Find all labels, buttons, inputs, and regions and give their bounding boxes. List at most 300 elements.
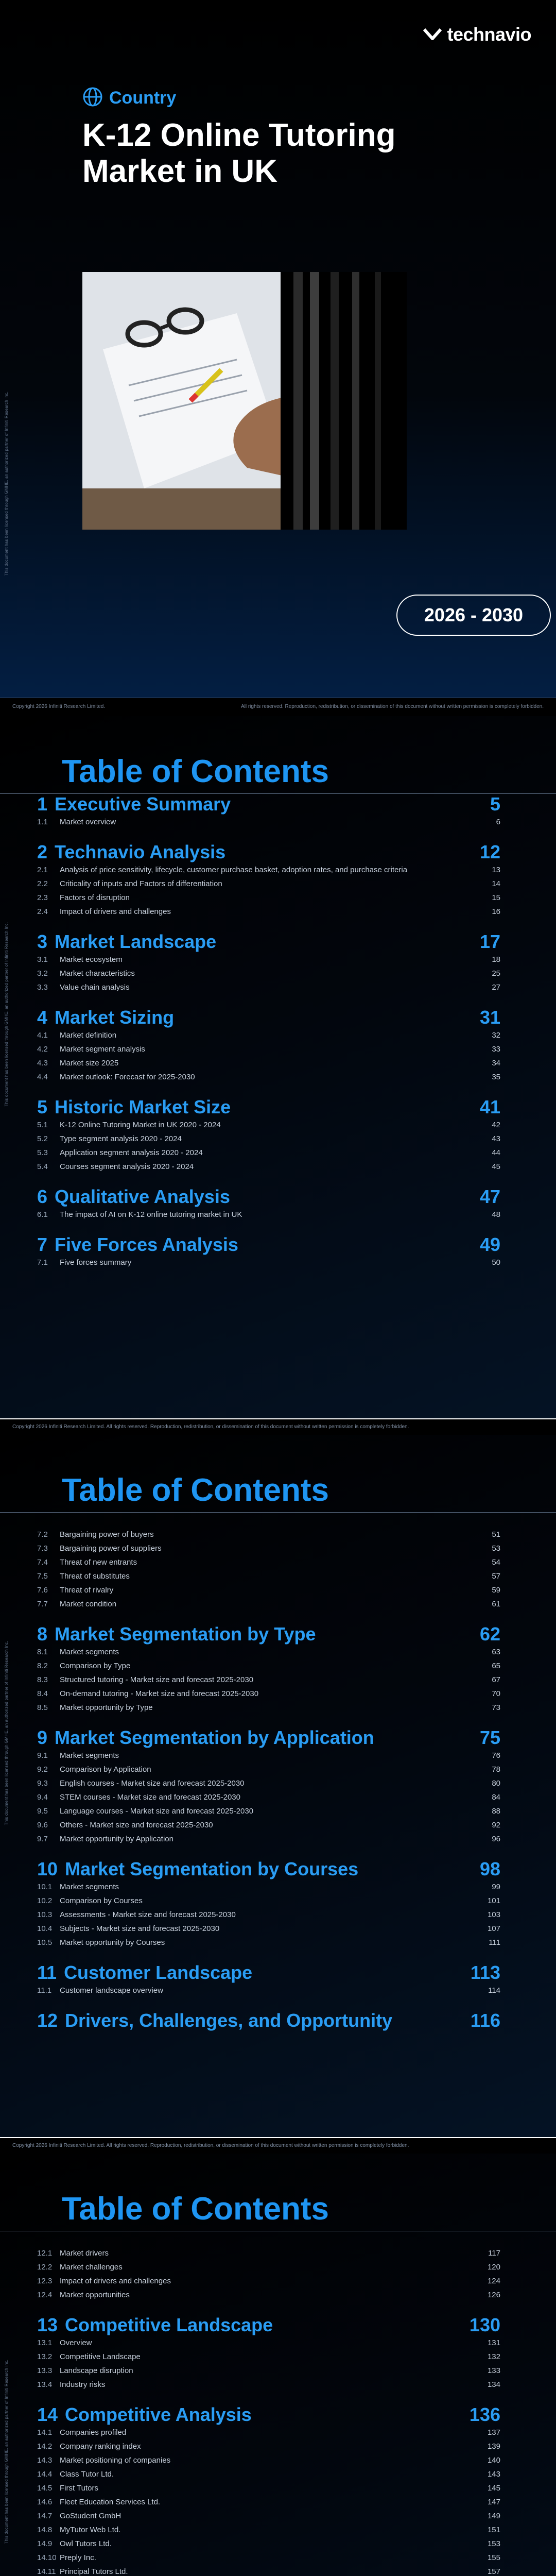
toc-entry-title: Market condition — [60, 1600, 117, 1608]
toc-subsection-entry[interactable] — [37, 2537, 500, 2551]
toc-entry-number: 8.1 — [37, 1648, 48, 1656]
toc-entry-title: Market opportunity by Type — [60, 1703, 153, 1712]
toc-section-entry[interactable] — [37, 931, 500, 953]
toc-entry-label — [37, 1569, 130, 1583]
toc-section-entry[interactable] — [37, 1007, 500, 1028]
toc-subsection-entry[interactable] — [37, 2274, 500, 2288]
toc-subsection-entry[interactable] — [37, 2551, 500, 2565]
toc-subsection-entry[interactable] — [37, 2260, 500, 2274]
toc-entry-page-number: 25 — [492, 969, 500, 978]
toc-entry-title: On-demand tutoring - Market size and forecast 2025-2030 — [60, 1689, 259, 1698]
toc-subsection-entry[interactable] — [37, 2378, 500, 2392]
toc-entry-label — [37, 1042, 145, 1056]
toc-entry-number: 12.3 — [37, 2277, 53, 2285]
toc-spacer — [37, 1222, 500, 1232]
toc-entry-page-number: 61 — [492, 1600, 500, 1608]
forecast-period-badge: 2026 - 2030 — [396, 595, 551, 636]
toc-entry-number: 10 — [37, 1858, 58, 1879]
toc-entry-number: 10.2 — [37, 1896, 53, 1905]
toc-entry-label — [37, 2288, 130, 2302]
toc-entry-page-number: 53 — [492, 1544, 500, 1553]
toc-section-entry[interactable] — [37, 1962, 500, 1984]
toc-entry-number: 9.7 — [37, 1835, 48, 1843]
toc-entry-page-number: 136 — [469, 2404, 500, 2425]
toc-entry-page-number: 131 — [487, 2338, 500, 2347]
toc-entry-number: 6 — [37, 1186, 48, 1207]
toc-entry-title: Customer Landscape — [64, 1962, 253, 1983]
toc-subsection-entry[interactable] — [37, 1687, 500, 1701]
toc-entry-label — [37, 1256, 131, 1269]
toc-entry-page-number: 45 — [492, 1162, 500, 1171]
toc-entry-number: 10.3 — [37, 1910, 53, 1919]
toc-entry-number: 9.4 — [37, 1793, 48, 1802]
toc-entry-page-number: 116 — [470, 2010, 500, 2031]
toc-entry-page-number: 151 — [487, 2526, 500, 2534]
toc-entry-page-number: 12 — [479, 841, 500, 862]
toc-entry-number: 12.2 — [37, 2263, 53, 2272]
toc-subsection-entry[interactable] — [37, 1984, 500, 1997]
toc-entry-page-number: 98 — [479, 1858, 500, 1879]
toc-entry-label — [37, 2274, 171, 2288]
toc-entry-number: 2 — [37, 841, 48, 862]
toc-entry-page-number: 117 — [488, 2249, 500, 2258]
cover-footer — [0, 698, 556, 716]
toc-subsection-entry[interactable] — [37, 1042, 500, 1056]
toc-subsection-entry[interactable] — [37, 1908, 500, 1922]
toc-entry-number: 12 — [37, 2010, 58, 2031]
toc-entry-title: Structured tutoring - Market size and forecast 2025-2030 — [60, 1675, 254, 1684]
toc-entry-label — [37, 1687, 258, 1701]
toc-entry-number: 8.2 — [37, 1662, 48, 1670]
toc-entry-title: Market opportunities — [60, 2291, 130, 2299]
toc-subsection-entry[interactable] — [37, 2288, 500, 2302]
toc-entry-page-number: 153 — [487, 2539, 500, 2548]
toc-subsection-entry[interactable] — [37, 1749, 500, 1762]
copyright-footer: Copyright 2026 Infiniti Research Limited. All rights reserved. Reproduction, redistribution, or dissemination of this document without written permission is completely forbidden. — [0, 2138, 556, 2154]
toc-list — [37, 2246, 500, 2576]
toc-entry-page-number: 42 — [492, 1121, 500, 1129]
toc-subsection-entry[interactable] — [37, 2246, 500, 2260]
toc-entry-label — [37, 1762, 151, 1776]
rights-text: All rights reserved. Reproduction, redistribution, or dissemination of this document without written permission is completely forbidden. — [240, 704, 544, 709]
toc-entry-number: 3.2 — [37, 969, 48, 978]
toc-entry-number: 6.1 — [37, 1210, 48, 1219]
toc-entry-title: Executive Summary — [55, 793, 231, 815]
toc-subsection-entry[interactable] — [37, 1132, 500, 1146]
toc-entry-number: 13 — [37, 2314, 58, 2335]
toc-entry-label — [37, 1922, 219, 1936]
toc-entry-page-number: 130 — [469, 2314, 500, 2335]
toc-entry-number: 4.1 — [37, 1031, 48, 1040]
toc-entry-label — [37, 2336, 92, 2350]
toc-subsection-entry[interactable] — [37, 1790, 500, 1804]
toc-entry-page-number: 13 — [492, 866, 500, 874]
toc-entry-page-number: 147 — [487, 2498, 500, 2506]
toc-entry-label — [37, 1832, 173, 1846]
toc-list — [37, 791, 500, 1269]
toc-entry-number: 14.11 — [37, 2567, 56, 2576]
toc-entry-page-number: 103 — [487, 1910, 500, 1919]
toc-entry-label — [37, 1749, 119, 1762]
toc-entry-label — [37, 863, 407, 877]
toc-subsection-entry[interactable] — [37, 1528, 500, 1541]
toc-entry-page-number: 54 — [492, 1558, 500, 1567]
toc-entry-page-number: 140 — [487, 2456, 500, 2465]
toc-subsection-entry[interactable] — [37, 1880, 500, 1894]
toc-entry-title: Factors of disruption — [60, 893, 130, 902]
toc-entry-title: Market opportunity by Courses — [60, 1938, 165, 1947]
toc-entry-page-number: 14 — [492, 879, 500, 888]
toc-entry-title: Market challenges — [60, 2263, 123, 2272]
toc-spacer — [37, 1950, 500, 1960]
toc-entry-label — [37, 2551, 96, 2565]
toc-subsection-entry[interactable] — [37, 1569, 500, 1583]
toc-entry-number: 2.3 — [37, 893, 48, 902]
toc-entry-label — [37, 1659, 130, 1673]
toc-subsection-entry[interactable] — [37, 2350, 500, 2364]
toc-spacer — [37, 1846, 500, 1856]
toc-subsection-entry[interactable] — [37, 2426, 500, 2439]
toc-subsection-entry[interactable] — [37, 2453, 500, 2467]
toc-subsection-entry[interactable] — [37, 1701, 500, 1715]
toc-entry-label — [37, 877, 222, 891]
toc-subsection-entry[interactable] — [37, 2481, 500, 2495]
toc-entry-title: Market Landscape — [55, 931, 217, 952]
toc-entry-number: 5.1 — [37, 1121, 48, 1129]
toc-entry-label — [37, 1583, 113, 1597]
toc-entry-number: 8.5 — [37, 1703, 48, 1712]
toc-entry-label — [37, 1790, 240, 1804]
toc-entry-number: 5.3 — [37, 1148, 48, 1157]
toc-section-entry[interactable] — [37, 2404, 500, 2426]
toc-subsection-entry[interactable] — [37, 967, 500, 980]
toc-entry-title: English courses - Market size and forecast 2025-2030 — [60, 1779, 245, 1788]
toc-subsection-entry[interactable] — [37, 1541, 500, 1555]
toc-entry-label — [37, 2246, 109, 2260]
toc-spacer — [37, 2392, 500, 2402]
toc-entry-label — [37, 980, 130, 994]
toc-subsection-entry[interactable] — [37, 1804, 500, 1818]
toc-section-entry[interactable] — [37, 793, 500, 815]
toc-entry-title: Market size 2025 — [60, 1059, 119, 1067]
toc-entry-label — [37, 1727, 374, 1749]
toc-entry-label — [37, 2364, 133, 2378]
toc-subsection-entry[interactable] — [37, 2364, 500, 2378]
toc-subsection-entry[interactable] — [37, 2523, 500, 2537]
toc-entry-number: 12.1 — [37, 2249, 53, 2258]
toc-entry-page-number: 70 — [492, 1689, 500, 1698]
toc-subsection-entry[interactable] — [37, 1673, 500, 1687]
toc-entry-number: 7.3 — [37, 1544, 48, 1553]
toc-entry-page-number: 145 — [487, 2484, 500, 2493]
toc-entry-label — [37, 2010, 392, 2031]
toc-entry-title: Criticality of inputs and Factors of differentiation — [60, 879, 222, 888]
cover-page — [0, 0, 556, 716]
toc-entry-title: Overview — [60, 2338, 92, 2347]
toc-subsection-entry[interactable] — [37, 1160, 500, 1174]
toc-entry-label — [37, 2260, 123, 2274]
toc-subsection-entry[interactable] — [37, 980, 500, 994]
toc-entry-label — [37, 1028, 116, 1042]
toc-entry-number: 7.5 — [37, 1572, 48, 1581]
toc-entry-title: MyTutor Web Ltd. — [60, 2526, 121, 2534]
toc-section-entry[interactable] — [37, 1727, 500, 1749]
toc-entry-number: 2.1 — [37, 866, 48, 874]
toc-entry-number: 14 — [37, 2404, 58, 2425]
toc-section-entry[interactable] — [37, 2314, 500, 2336]
toc-entry-page-number: 113 — [470, 1962, 500, 1983]
toc-entry-page-number: 32 — [492, 1031, 500, 1040]
toc-subsection-entry[interactable] — [37, 1597, 500, 1611]
toc-entry-title: Market Segmentation by Application — [55, 1727, 374, 1748]
toc-entry-label — [37, 967, 135, 980]
toc-entry-label — [37, 1555, 137, 1569]
toc-entry-number: 9.6 — [37, 1821, 48, 1829]
toc-spacer — [37, 1997, 500, 2008]
toc-subsection-entry[interactable] — [37, 905, 500, 919]
toc-entry-title: Impact of drivers and challenges — [60, 2277, 171, 2285]
country-tag — [82, 87, 176, 110]
toc-entry-page-number: 16 — [492, 907, 500, 916]
toc-entry-title: Fleet Education Services Ltd. — [60, 2498, 161, 2506]
toc-entry-label — [37, 841, 225, 863]
toc-heading: Table of Contents — [62, 1472, 329, 1508]
toc-entry-label — [37, 1804, 253, 1818]
toc-entry-label — [37, 1962, 252, 1984]
toc-subsection-entry[interactable] — [37, 1056, 500, 1070]
toc-subsection-entry[interactable] — [37, 1936, 500, 1950]
toc-entry-label — [37, 1623, 316, 1645]
toc-entry-number: 14.9 — [37, 2539, 53, 2548]
toc-entry-page-number: 50 — [492, 1258, 500, 1267]
toc-entry-number: 3.3 — [37, 983, 48, 992]
toc-subsection-entry[interactable] — [37, 953, 500, 967]
toc-entry-page-number: 15 — [492, 893, 500, 902]
toc-entry-title: Drivers, Challenges, and Opportunity — [65, 2010, 393, 2031]
toc-entry-number: 4.4 — [37, 1073, 48, 1081]
toc-entry-page-number: 62 — [479, 1623, 500, 1645]
toc-list — [37, 1528, 500, 2031]
toc-subsection-entry[interactable] — [37, 2439, 500, 2453]
toc-spacer — [37, 1715, 500, 1725]
toc-entry-number: 14.4 — [37, 2470, 53, 2479]
toc-entry-label — [37, 2523, 120, 2537]
toc-entry-label — [37, 793, 231, 815]
toc-entry-number: 2.4 — [37, 907, 48, 916]
toc-entry-number: 8.4 — [37, 1689, 48, 1698]
toc-entry-title: Analysis of price sensitivity, lifecycle, customer purchase basket, adoption rates, and purchase criteria — [60, 866, 408, 874]
toc-section-entry[interactable] — [37, 1858, 500, 1880]
toc-entry-title: Five forces summary — [60, 1258, 132, 1267]
toc-entry-title: Market characteristics — [60, 969, 135, 978]
toc-entry-label — [37, 1858, 358, 1880]
toc-entry-number: 14.10 — [37, 2553, 57, 2562]
toc-entry-title: Subjects - Market size and forecast 2025-2030 — [60, 1924, 220, 1933]
toc-subsection-entry[interactable] — [37, 1818, 500, 1832]
toc-entry-page-number: 63 — [492, 1648, 500, 1656]
toc-entry-number: 14.6 — [37, 2498, 53, 2506]
toc-subsection-entry[interactable] — [37, 1894, 500, 1908]
toc-spacer — [37, 994, 500, 1005]
toc-entry-title: Market segments — [60, 1648, 119, 1656]
toc-subsection-entry[interactable] — [37, 2495, 500, 2509]
toc-entry-page-number: 59 — [492, 1586, 500, 1595]
toc-subsection-entry[interactable] — [37, 1555, 500, 1569]
brand-logo[interactable] — [423, 24, 531, 45]
toc-entry-number: 8 — [37, 1623, 48, 1645]
toc-entry-number: 1.1 — [37, 818, 48, 826]
toc-entry-number: 8.3 — [37, 1675, 48, 1684]
toc-entry-label — [37, 1776, 245, 1790]
toc-entry-title: Customer landscape overview — [60, 1986, 163, 1995]
country-label: Country — [109, 88, 177, 108]
toc-entry-page-number: 120 — [487, 2263, 500, 2272]
toc-subsection-entry[interactable] — [37, 1832, 500, 1846]
toc-subsection-entry[interactable] — [37, 1028, 500, 1042]
toc-entry-title: Comparison by Courses — [60, 1896, 143, 1905]
toc-entry-page-number: 43 — [492, 1134, 500, 1143]
toc-subsection-entry[interactable] — [37, 1070, 500, 1084]
toc-subsection-entry[interactable] — [37, 1645, 500, 1659]
toc-divider — [0, 1512, 556, 1513]
toc-entry-number: 3.1 — [37, 955, 48, 964]
toc-subsection-entry[interactable] — [37, 2509, 500, 2523]
toc-spacer — [37, 1611, 500, 1621]
toc-entry-title: Technavio Analysis — [55, 841, 226, 862]
toc-entry-title: First Tutors — [60, 2484, 99, 2493]
toc-entry-title: Company ranking index — [60, 2442, 141, 2451]
toc-entry-label — [37, 2350, 141, 2364]
toc-subsection-entry[interactable] — [37, 1659, 500, 1673]
toc-subsection-entry[interactable] — [37, 877, 500, 891]
brand-name: technavio — [447, 24, 531, 45]
toc-section-entry[interactable] — [37, 841, 500, 863]
toc-entry-label — [37, 1146, 203, 1160]
toc-entry-label — [37, 2404, 252, 2426]
toc-entry-label — [37, 2565, 128, 2576]
toc-entry-page-number: 67 — [492, 1675, 500, 1684]
toc-entry-number: 13.3 — [37, 2366, 53, 2375]
toc-entry-title: Bargaining power of buyers — [60, 1530, 154, 1539]
toc-subsection-entry[interactable] — [37, 1776, 500, 1790]
toc-entry-title: Class Tutor Ltd. — [60, 2470, 114, 2479]
toc-entry-label — [37, 1541, 162, 1555]
toc-entry-label — [37, 2467, 114, 2481]
toc-entry-page-number: 33 — [492, 1045, 500, 1054]
toc-subsection-entry[interactable] — [37, 2467, 500, 2481]
toc-entry-title: Owl Tutors Ltd. — [60, 2539, 112, 2548]
toc-entry-title: Market outlook: Forecast for 2025-2030 — [60, 1073, 195, 1081]
toc-entry-number: 4.2 — [37, 1045, 48, 1054]
toc-entry-page-number: 99 — [492, 1883, 500, 1891]
toc-entry-label — [37, 1007, 174, 1028]
toc-entry-page-number: 47 — [479, 1186, 500, 1207]
toc-entry-label — [37, 1186, 230, 1208]
toc-entry-number: 9.2 — [37, 1765, 48, 1774]
toc-entry-page-number: 51 — [492, 1530, 500, 1539]
toc-entry-title: Courses segment analysis 2020 - 2024 — [60, 1162, 194, 1171]
toc-subsection-entry[interactable] — [37, 1256, 500, 1269]
toc-entry-title: Market overview — [60, 818, 116, 826]
toc-subsection-entry[interactable] — [37, 815, 500, 829]
toc-subsection-entry[interactable] — [37, 1208, 500, 1222]
toc-entry-page-number: 49 — [479, 1234, 500, 1255]
toc-entry-number: 13.1 — [37, 2338, 53, 2347]
toc-entry-label — [37, 1160, 194, 1174]
toc-entry-title: Comparison by Application — [60, 1765, 151, 1774]
toc-heading: Table of Contents — [62, 2191, 329, 2227]
toc-subsection-entry[interactable] — [37, 1583, 500, 1597]
toc-entry-number: 9.3 — [37, 1779, 48, 1788]
toc-entry-label — [37, 2509, 121, 2523]
toc-section-entry[interactable] — [37, 1096, 500, 1118]
toc-entry-page-number: 48 — [492, 1210, 500, 1219]
toc-entry-label — [37, 1208, 242, 1222]
toc-entry-page-number: 134 — [487, 2380, 500, 2389]
toc-entry-label — [37, 1528, 154, 1541]
toc-entry-title: GoStudent GmbH — [60, 2512, 121, 2520]
toc-entry-number: 7.7 — [37, 1600, 48, 1608]
toc-entry-title: Language courses - Market size and forecast 2025-2030 — [60, 1807, 254, 1816]
toc-entry-label — [37, 1070, 195, 1084]
toc-entry-title: Market segments — [60, 1883, 119, 1891]
toc-entry-title: Bargaining power of suppliers — [60, 1544, 162, 1553]
toc-section-entry[interactable] — [37, 1234, 500, 1256]
toc-subsection-entry[interactable] — [37, 1146, 500, 1160]
toc-entry-title: Market drivers — [60, 2249, 109, 2258]
toc-entry-label — [37, 1936, 165, 1950]
toc-section-entry[interactable] — [37, 2010, 500, 2031]
toc-entry-page-number: 76 — [492, 1751, 500, 1760]
toc-entry-page-number: 133 — [487, 2366, 500, 2375]
toc-entry-number: 7.4 — [37, 1558, 48, 1567]
cover-photo — [82, 272, 293, 530]
toc-entry-page-number: 44 — [492, 1148, 500, 1157]
toc-entry-page-number: 5 — [490, 793, 500, 815]
toc-section-entry[interactable] — [37, 1186, 500, 1208]
toc-entry-label — [37, 1818, 213, 1832]
toc-entry-number: 9 — [37, 1727, 48, 1748]
toc-entry-title: Qualitative Analysis — [55, 1186, 230, 1207]
toc-subsection-entry[interactable] — [37, 1118, 500, 1132]
toc-entry-page-number: 157 — [487, 2567, 500, 2576]
toc-entry-page-number: 143 — [487, 2470, 500, 2479]
toc-entry-number: 12.4 — [37, 2291, 53, 2299]
toc-subsection-entry[interactable] — [37, 1762, 500, 1776]
toc-subsection-entry[interactable] — [37, 2336, 500, 2350]
toc-entry-label — [37, 953, 123, 967]
toc-subsection-entry[interactable] — [37, 2565, 500, 2576]
toc-subsection-entry[interactable] — [37, 891, 500, 905]
toc-page-2 — [0, 1435, 556, 2154]
toc-entry-page-number: 73 — [492, 1703, 500, 1712]
toc-section-entry[interactable] — [37, 1623, 500, 1645]
toc-entry-page-number: 96 — [492, 1835, 500, 1843]
toc-entry-number: 10.1 — [37, 1883, 53, 1891]
toc-entry-number: 14.7 — [37, 2512, 53, 2520]
toc-entry-label — [37, 2495, 160, 2509]
toc-subsection-entry[interactable] — [37, 863, 500, 877]
toc-entry-label — [37, 1984, 163, 1997]
toc-entry-number: 13.2 — [37, 2352, 53, 2361]
toc-entry-title: Market opportunity by Application — [60, 1835, 173, 1843]
toc-entry-title: Competitive Landscape — [60, 2352, 141, 2361]
toc-entry-label — [37, 2439, 141, 2453]
toc-entry-number: 7.6 — [37, 1586, 48, 1595]
toc-entry-number: 7.1 — [37, 1258, 48, 1267]
toc-subsection-entry[interactable] — [37, 1922, 500, 1936]
toc-entry-label — [37, 1673, 253, 1687]
